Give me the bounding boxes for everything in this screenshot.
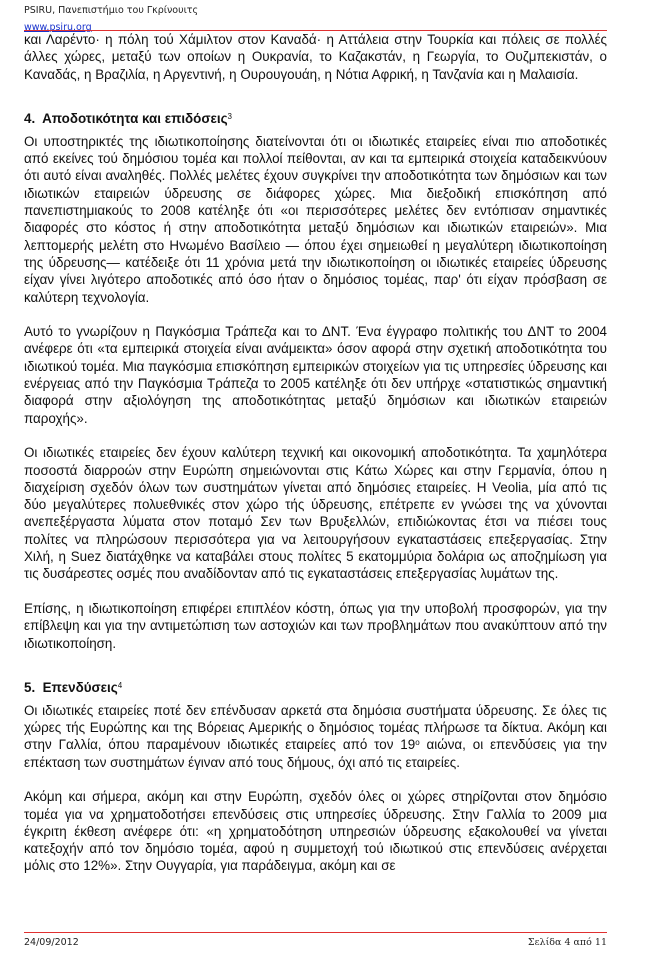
section-5-paragraph: Οι ιδιωτικές εταιρείες ποτέ δεν επένδυσαν αρκετά στα δημόσια συστήματα ύδρευσης. Σε όλες τις χώρες τής Ευρώπης και της Βόρειας Αμερικής ο δημόσιος τομέας πλήρωσε τα δίκτυα. Ακόμη και στην Γαλλία, όπου παραμένουν ιδιωτικές εταιρείες από τον $19^o$ αιώνα, οι επενδύσεις για την επέκταση των συστημάτων έγιναν από τους δήμους, όχι από τις εταιρείες. (24, 702, 607, 770)
section-4-paragraph: Αυτό το γνωρίζουν η Παγκόσμια Τράπεζα και το ΔΝΤ. Ένα έγγραφο πολιτικής του ΔΝΤ το 2004 ανέφερε ότι «τα εμπειρικά στοιχεία είναι ανάμεικτα» όσον αφορά στην σχετική αποδοτικότητα του ιδιωτικού τομέα. Μια παγκόσμια επισκόπηση εμπειρικών στοιχείων για τις υπηρεσίες ύδρευσης και ενέργειας από την Παγκόσμια Τράπεζα το 2005 κατέληξε ότι δεν υπήρχε «στατιστικώς σημαντική διαφορά στην αξιολόγηση της αποδοτικότητας μεταξύ δημόσιων και ιδιωτικών εταιρειών παροχής». (24, 324, 607, 426)
section-4-paragraph: Οι υποστηρικτές της ιδιωτικοποίησης διατείνονται ότι οι ιδιωτικές εταιρείες είναι πιο αποδοτικές από εκείνες τού δημόσιου τομέα και πολλοί πείθονται, αν και τα εμπειρικά στοιχεία καταδεικνύουν ότι αυτό είναι αναληθές. Πολλές μελέτες έχουν συγκρίνει την αποδοτικότητα των δημόσιων και των ιδιωτικών εταιρειών ύδρευσης σε διάφορες χώρες. Μια διεξοδική επισκόπηση από πανεπιστημιακούς το 2008 κατέληξε ότι «οι περισσότερες μελέτες δεν εντόπισαν σημαντικές διαφορές στο κόστος ή στην αποδοτικότητα μεταξύ δημόσιων και ιδιωτικών εταιρειών». Μια λεπτομερής μελέτη στο Ηνωμένο Βασίλειο — όπου έχει σημειωθεί η μεγαλύτερη ιδιωτικοποίηση της ύδρευσης— κατέδειξε ότι 11 χρόνια μετά την ιδιωτικοποίηση οι ιδιωτικές εταιρείες ύδρευσης είχαν γίνει λιγότερο αποδοτικές από όσο ήταν ο δημόσιος τομέας, παρ' ότι είχαν πρόσβαση σε καλύτερη τεχνολογία. (24, 133, 607, 305)
document-body (24, 31, 607, 875)
section-4-heading (24, 110, 607, 133)
section-5-title: Επενδύσεις (42, 679, 118, 695)
footer-page-number: Σελίδα 4 από 11 (527, 937, 607, 948)
section-5-paragraph: Ακόμη και σήμερα, ακόμη και στην Ευρώπη, σχεδόν όλες οι χώρες στηρίζονται στον δημόσιο τομέα για να χρηματοδοτήσει επενδύσεις στις υπηρεσίες ύδρευσης. Στην Γαλλία το 2009 μια έγκριτη έκθεση ανέφερε ότι: «η χρηματοδότηση υπηρεσιών ύδρευσης εξακολουθεί να γίνεται κατεξοχήν από τον δημόσιο τομέα, αφού η συμμετοχή τού ιδιωτικού στις επενδύσεις ανέρχεται μόλις στο 12%». Στην Ουγγαρία, για παράδειγμα, ακόμη και σε (24, 789, 607, 874)
header-organization: PSIRU, Πανεπιστήμιο του Γκρίνουιτς (24, 5, 199, 16)
footer-date: 24/09/2012 (24, 937, 79, 948)
section-4-number: 4. (24, 110, 36, 126)
header-website-link[interactable]: www.psiru.org (24, 22, 92, 33)
intro-paragraph: και Λαρέντο· η πόλη τού Χάμιλτον στον Καναδά· η Αττάλεια στην Τουρκία και πόλεις σε πολλές άλλες χώρες, μεταξύ των οποίων η Ουκρανία, το Καζακστάν, η Γεωργία, το Ουζμπεκιστάν, ο Καναδάς, η Βραζιλία, η Αργεντινή, η Ουρουγουάη, η Νότια Αφρική, η Τανζανία και η Μαλαισία. (24, 32, 607, 82)
section-4-footnote-ref[interactable]: 3 (227, 111, 232, 121)
spacer (24, 83, 607, 110)
section-4-paragraph: Επίσης, η ιδιωτικοποίηση επιφέρει επιπλέον κόστη, όπως για την υποβολή προσφορών, για την επίβλεψη και για την αντιμετώπιση των αστοχιών και των προβλημάτων που ανακύπτουν από την ιδιωτικοποίηση. (24, 600, 607, 651)
section-4-title: Αποδοτικότητα και επιδόσεις (42, 110, 228, 126)
section-5-footnote-ref[interactable]: 4 (117, 680, 123, 690)
footer-divider (24, 932, 607, 933)
section-5-number: 5. (24, 679, 36, 695)
ordinal-superscript: ο (415, 738, 420, 748)
section-4-paragraph: Οι ιδιωτικές εταιρείες δεν έχουν καλύτερη τεχνική και οικονομική αποδοτικότητα. Τα χαμηλότερα ποσοστά διαρροών στην Ευρώπη σημειώνονται στις Κάτω Χώρες και στην Γερμανία, όπου η διαχείριση σχεδόν όλων των συστημάτων γίνεται από δημόσιες εταιρείες. Η Veolia, μία από τις δύο μεγαλύτερες πολυεθνικές στον χώρο τής ύδρευσης, επέτρεπε εν γνώσει της να χύνονται ανεπεξέργαστα λύματα στον ποταμό Σεν των Βρυξελλών, επιδιώκοντας έτσι να πιέσει τους πολίτες να πληρώσουν περισσότερα για να λειτουργήσουν εγκαταστάσεις επεξεργασίας. Στην Χιλή, η Suez διατάχθηκε να καταβάλει στους πολίτες 5 εκατομμύρια δολάρια ως αποζημίωση για τις δυσάρεστες οσμές που αναδίδονταν από τις εγκαταστάσεις επεξεργασίας λυμάτων της. (24, 445, 607, 582)
spacer (24, 652, 607, 679)
section-5-heading (24, 679, 607, 702)
